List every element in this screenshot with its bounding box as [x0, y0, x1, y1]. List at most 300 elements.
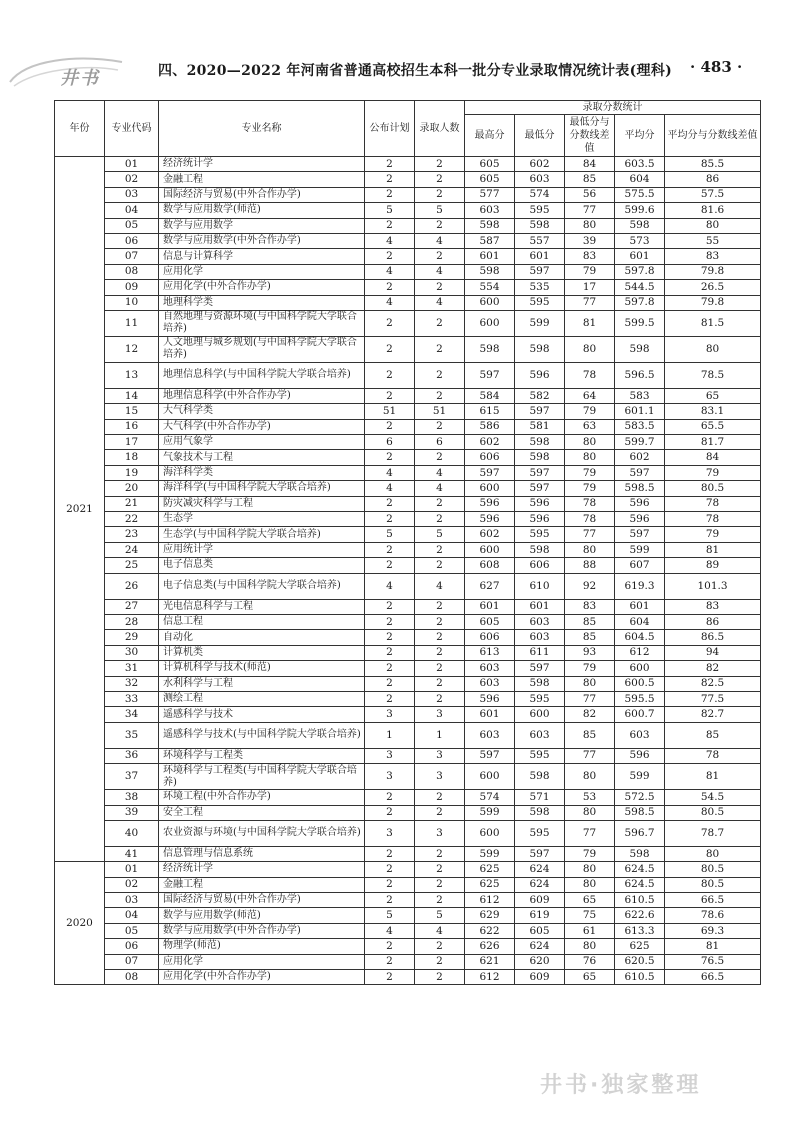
min-diff: 80	[565, 218, 615, 233]
min-diff: 80	[565, 450, 615, 465]
major-name: 数学与应用数学(中外合作办学)	[159, 923, 365, 938]
major-name: 自动化	[159, 630, 365, 645]
admit-count: 2	[415, 542, 465, 557]
admit-count: 4	[415, 923, 465, 938]
admit-count: 2	[415, 362, 465, 388]
min-diff: 80	[565, 862, 615, 877]
min-diff: 83	[565, 599, 615, 614]
admit-count: 3	[415, 748, 465, 763]
min-score: 596	[515, 362, 565, 388]
major-name: 海洋科学类	[159, 465, 365, 480]
min-score: 601	[515, 249, 565, 264]
admit-count: 2	[415, 893, 465, 908]
admit-count: 2	[415, 336, 465, 362]
max-score: 601	[465, 707, 515, 722]
avg-score: 573	[615, 233, 665, 248]
admit-count: 2	[415, 218, 465, 233]
max-score: 600	[465, 481, 515, 496]
major-name: 大气科学类	[159, 404, 365, 419]
major-name: 计算机科学与技术(师范)	[159, 661, 365, 676]
admit-count: 2	[415, 172, 465, 187]
max-score: 598	[465, 218, 515, 233]
admit-count: 3	[415, 707, 465, 722]
major-name: 数学与应用数学(师范)	[159, 908, 365, 923]
admit-count: 2	[415, 249, 465, 264]
admit-count: 2	[415, 691, 465, 706]
max-score: 577	[465, 187, 515, 202]
header-min: 最低分	[515, 115, 565, 157]
max-score: 597	[465, 465, 515, 480]
min-score: 597	[515, 846, 565, 861]
header-avg-diff: 平均分与分数线差值	[665, 115, 761, 157]
min-score: 600	[515, 707, 565, 722]
min-score: 597	[515, 465, 565, 480]
avg-score: 625	[615, 939, 665, 954]
major-name: 应用统计学	[159, 542, 365, 557]
min-score: 595	[515, 691, 565, 706]
avg-score: 602	[615, 450, 665, 465]
major-code: 41	[105, 846, 159, 861]
avg-score: 603	[615, 722, 665, 748]
max-score: 598	[465, 336, 515, 362]
major-code: 25	[105, 558, 159, 573]
admit-count: 2	[415, 676, 465, 691]
major-code: 23	[105, 527, 159, 542]
min-score: 624	[515, 877, 565, 892]
min-score: 574	[515, 187, 565, 202]
avg-diff: 66.5	[665, 893, 761, 908]
max-score: 596	[465, 496, 515, 511]
max-score: 626	[465, 939, 515, 954]
min-score: 603	[515, 722, 565, 748]
major-code: 17	[105, 435, 159, 450]
major-code: 37	[105, 764, 159, 790]
header-avg: 平均分	[615, 115, 665, 157]
major-name: 物理学(师范)	[159, 939, 365, 954]
admit-count: 4	[415, 233, 465, 248]
major-name: 应用化学(中外合作办学)	[159, 280, 365, 295]
major-name: 海洋科学(与中国科学院大学联合培养)	[159, 481, 365, 496]
table-row	[55, 805, 761, 820]
avg-diff: 76.5	[665, 954, 761, 969]
admit-count: 2	[415, 970, 465, 985]
table-row	[55, 877, 761, 892]
major-name: 应用化学	[159, 264, 365, 279]
avg-diff: 86	[665, 614, 761, 629]
header-code: 专业代码	[105, 101, 159, 157]
table-row	[55, 908, 761, 923]
max-score: 597	[465, 362, 515, 388]
avg-diff: 78.5	[665, 362, 761, 388]
table-row	[55, 722, 761, 748]
table-row	[55, 862, 761, 877]
min-diff: 79	[565, 465, 615, 480]
major-code: 04	[105, 908, 159, 923]
avg-score: 595.5	[615, 691, 665, 706]
min-diff: 77	[565, 748, 615, 763]
avg-score: 597.8	[615, 295, 665, 310]
min-diff: 88	[565, 558, 615, 573]
major-code: 05	[105, 923, 159, 938]
avg-score: 600	[615, 661, 665, 676]
min-diff: 77	[565, 203, 615, 218]
plan-count: 2	[365, 172, 415, 187]
avg-score: 598	[615, 218, 665, 233]
min-diff: 80	[565, 764, 615, 790]
min-diff: 81	[565, 310, 615, 336]
avg-diff: 80.5	[665, 481, 761, 496]
min-score: 605	[515, 923, 565, 938]
major-code: 09	[105, 280, 159, 295]
table-row	[55, 614, 761, 629]
admit-count: 5	[415, 908, 465, 923]
min-diff: 79	[565, 404, 615, 419]
max-score: 601	[465, 599, 515, 614]
major-code: 40	[105, 820, 159, 846]
major-code: 16	[105, 419, 159, 434]
min-score: 610	[515, 573, 565, 599]
min-diff: 78	[565, 362, 615, 388]
plan-count: 2	[365, 614, 415, 629]
min-diff: 56	[565, 187, 615, 202]
max-score: 603	[465, 661, 515, 676]
table-row	[55, 630, 761, 645]
plan-count: 4	[365, 573, 415, 599]
plan-count: 2	[365, 388, 415, 403]
max-score: 605	[465, 614, 515, 629]
table-row	[55, 846, 761, 861]
major-name: 环境工程(中外合作办学)	[159, 790, 365, 805]
min-diff: 85	[565, 614, 615, 629]
min-score: 619	[515, 908, 565, 923]
avg-score: 600.5	[615, 676, 665, 691]
plan-count: 3	[365, 748, 415, 763]
avg-score: 607	[615, 558, 665, 573]
admit-count: 3	[415, 820, 465, 846]
table-row	[55, 496, 761, 511]
admit-count: 3	[415, 764, 465, 790]
table-row	[55, 661, 761, 676]
avg-diff: 81	[665, 939, 761, 954]
max-score: 621	[465, 954, 515, 969]
plan-count: 4	[365, 295, 415, 310]
plan-count: 6	[365, 435, 415, 450]
major-code: 06	[105, 939, 159, 954]
max-score: 584	[465, 388, 515, 403]
min-diff: 85	[565, 722, 615, 748]
admit-count: 4	[415, 481, 465, 496]
major-code: 29	[105, 630, 159, 645]
major-name: 农业资源与环境(与中国科学院大学联合培养)	[159, 820, 365, 846]
avg-score: 544.5	[615, 280, 665, 295]
admit-count: 4	[415, 573, 465, 599]
avg-score: 575.5	[615, 187, 665, 202]
table-row	[55, 527, 761, 542]
major-code: 05	[105, 218, 159, 233]
admit-count: 2	[415, 630, 465, 645]
min-score: 606	[515, 558, 565, 573]
major-code: 04	[105, 203, 159, 218]
min-score: 596	[515, 496, 565, 511]
avg-score: 572.5	[615, 790, 665, 805]
table-row	[55, 203, 761, 218]
major-name: 数学与应用数学(中外合作办学)	[159, 233, 365, 248]
major-code: 03	[105, 187, 159, 202]
major-code: 34	[105, 707, 159, 722]
avg-diff: 101.3	[665, 573, 761, 599]
plan-count: 2	[365, 645, 415, 660]
major-code: 02	[105, 172, 159, 187]
avg-diff: 94	[665, 645, 761, 660]
avg-score: 596	[615, 496, 665, 511]
table-row	[55, 388, 761, 403]
table-row	[55, 249, 761, 264]
min-diff: 93	[565, 645, 615, 660]
min-score: 595	[515, 203, 565, 218]
max-score: 600	[465, 764, 515, 790]
table-row	[55, 820, 761, 846]
plan-count: 2	[365, 157, 415, 172]
major-code: 03	[105, 893, 159, 908]
max-score: 602	[465, 435, 515, 450]
min-diff: 76	[565, 954, 615, 969]
avg-score: 601	[615, 599, 665, 614]
major-name: 安全工程	[159, 805, 365, 820]
min-diff: 82	[565, 707, 615, 722]
avg-diff: 78.6	[665, 908, 761, 923]
avg-score: 624.5	[615, 877, 665, 892]
min-score: 624	[515, 939, 565, 954]
avg-diff: 81.7	[665, 435, 761, 450]
avg-score: 604	[615, 614, 665, 629]
avg-diff: 78	[665, 496, 761, 511]
table-row	[55, 707, 761, 722]
min-score: 535	[515, 280, 565, 295]
major-code: 20	[105, 481, 159, 496]
major-name: 电子信息类(与中国科学院大学联合培养)	[159, 573, 365, 599]
plan-count: 2	[365, 661, 415, 676]
table-row	[55, 336, 761, 362]
major-name: 应用化学	[159, 954, 365, 969]
avg-score: 596.7	[615, 820, 665, 846]
admit-count: 2	[415, 450, 465, 465]
avg-diff: 82.7	[665, 707, 761, 722]
max-score: 587	[465, 233, 515, 248]
avg-score: 583.5	[615, 419, 665, 434]
avg-score: 596.5	[615, 362, 665, 388]
max-score: 622	[465, 923, 515, 938]
max-score: 613	[465, 645, 515, 660]
min-score: 582	[515, 388, 565, 403]
avg-diff: 78.7	[665, 820, 761, 846]
min-score: 598	[515, 764, 565, 790]
avg-score: 624.5	[615, 862, 665, 877]
plan-count: 2	[365, 877, 415, 892]
avg-score: 620.5	[615, 954, 665, 969]
min-score: 611	[515, 645, 565, 660]
max-score: 601	[465, 249, 515, 264]
admit-count: 2	[415, 645, 465, 660]
plan-count: 4	[365, 233, 415, 248]
avg-diff: 86	[665, 172, 761, 187]
avg-diff: 83.1	[665, 404, 761, 419]
major-name: 电子信息类	[159, 558, 365, 573]
page-number: · 483 ·	[690, 58, 743, 76]
max-score: 597	[465, 748, 515, 763]
avg-score: 597	[615, 527, 665, 542]
table-row	[55, 790, 761, 805]
major-name: 信息工程	[159, 614, 365, 629]
avg-diff: 83	[665, 249, 761, 264]
major-code: 07	[105, 249, 159, 264]
min-score: 595	[515, 748, 565, 763]
min-score: 620	[515, 954, 565, 969]
min-diff: 78	[565, 496, 615, 511]
min-diff: 85	[565, 172, 615, 187]
header-min-diff: 最低分与分数线差值	[565, 115, 615, 157]
min-diff: 79	[565, 846, 615, 861]
admit-count: 2	[415, 862, 465, 877]
max-score: 625	[465, 877, 515, 892]
avg-diff: 78	[665, 512, 761, 527]
plan-count: 2	[365, 336, 415, 362]
admit-count: 4	[415, 465, 465, 480]
avg-score: 601.1	[615, 404, 665, 419]
avg-score: 600.7	[615, 707, 665, 722]
table-row	[55, 404, 761, 419]
min-score: 603	[515, 172, 565, 187]
publisher-logo: 井书	[60, 68, 100, 89]
avg-score: 610.5	[615, 893, 665, 908]
avg-diff: 54.5	[665, 790, 761, 805]
avg-score: 622.6	[615, 908, 665, 923]
min-diff: 61	[565, 923, 615, 938]
avg-diff: 86.5	[665, 630, 761, 645]
avg-score: 601	[615, 249, 665, 264]
table-row	[55, 512, 761, 527]
avg-diff: 83	[665, 599, 761, 614]
avg-diff: 66.5	[665, 970, 761, 985]
admit-count: 2	[415, 805, 465, 820]
min-diff: 84	[565, 157, 615, 172]
major-code: 35	[105, 722, 159, 748]
avg-diff: 79.8	[665, 295, 761, 310]
major-code: 26	[105, 573, 159, 599]
min-score: 609	[515, 970, 565, 985]
avg-diff: 69.3	[665, 923, 761, 938]
table-row	[55, 645, 761, 660]
min-diff: 77	[565, 527, 615, 542]
min-diff: 85	[565, 630, 615, 645]
min-score: 599	[515, 310, 565, 336]
plan-count: 4	[365, 481, 415, 496]
table-row	[55, 542, 761, 557]
avg-diff: 89	[665, 558, 761, 573]
max-score: 586	[465, 419, 515, 434]
min-score: 609	[515, 893, 565, 908]
admit-count: 2	[415, 496, 465, 511]
avg-diff: 79	[665, 527, 761, 542]
major-code: 30	[105, 645, 159, 660]
plan-count: 4	[365, 465, 415, 480]
admit-count: 2	[415, 614, 465, 629]
max-score: 625	[465, 862, 515, 877]
major-name: 遥感科学与技术(与中国科学院大学联合培养)	[159, 722, 365, 748]
max-score: 603	[465, 722, 515, 748]
major-code: 22	[105, 512, 159, 527]
plan-count: 2	[365, 939, 415, 954]
table-row	[55, 691, 761, 706]
major-name: 信息与计算科学	[159, 249, 365, 264]
table-row	[55, 218, 761, 233]
avg-score: 596	[615, 748, 665, 763]
avg-diff: 81.5	[665, 310, 761, 336]
plan-count: 2	[365, 249, 415, 264]
admit-count: 2	[415, 954, 465, 969]
major-code: 01	[105, 862, 159, 877]
plan-count: 2	[365, 805, 415, 820]
major-code: 24	[105, 542, 159, 557]
min-score: 595	[515, 527, 565, 542]
plan-count: 3	[365, 764, 415, 790]
table-row	[55, 419, 761, 434]
min-score: 602	[515, 157, 565, 172]
table-row	[55, 481, 761, 496]
header-year: 年份	[55, 101, 105, 157]
header-plan: 公布计划	[365, 101, 415, 157]
major-code: 28	[105, 614, 159, 629]
min-score: 597	[515, 264, 565, 279]
min-diff: 79	[565, 481, 615, 496]
admit-count: 2	[415, 280, 465, 295]
admit-count: 2	[415, 599, 465, 614]
avg-diff: 79	[665, 465, 761, 480]
max-score: 574	[465, 790, 515, 805]
min-diff: 92	[565, 573, 615, 599]
min-diff: 78	[565, 512, 615, 527]
min-score: 598	[515, 542, 565, 557]
avg-diff: 80.5	[665, 862, 761, 877]
avg-diff: 81	[665, 542, 761, 557]
plan-count: 2	[365, 954, 415, 969]
plan-count: 2	[365, 542, 415, 557]
avg-score: 619.3	[615, 573, 665, 599]
avg-diff: 80.5	[665, 805, 761, 820]
table-row	[55, 573, 761, 599]
min-score: 596	[515, 512, 565, 527]
major-name: 遥感科学与技术	[159, 707, 365, 722]
min-score: 557	[515, 233, 565, 248]
avg-score: 597	[615, 465, 665, 480]
min-diff: 80	[565, 939, 615, 954]
table-row	[55, 465, 761, 480]
min-score: 598	[515, 218, 565, 233]
major-code: 21	[105, 496, 159, 511]
major-name: 信息管理与信息系统	[159, 846, 365, 861]
avg-diff: 84	[665, 450, 761, 465]
plan-count: 51	[365, 404, 415, 419]
major-code: 27	[105, 599, 159, 614]
max-score: 600	[465, 295, 515, 310]
avg-score: 599.6	[615, 203, 665, 218]
major-name: 自然地理与资源环境(与中国科学院大学联合培养)	[159, 310, 365, 336]
major-code: 15	[105, 404, 159, 419]
table-row	[55, 954, 761, 969]
admit-count: 2	[415, 877, 465, 892]
min-diff: 77	[565, 691, 615, 706]
min-score: 598	[515, 676, 565, 691]
max-score: 606	[465, 450, 515, 465]
